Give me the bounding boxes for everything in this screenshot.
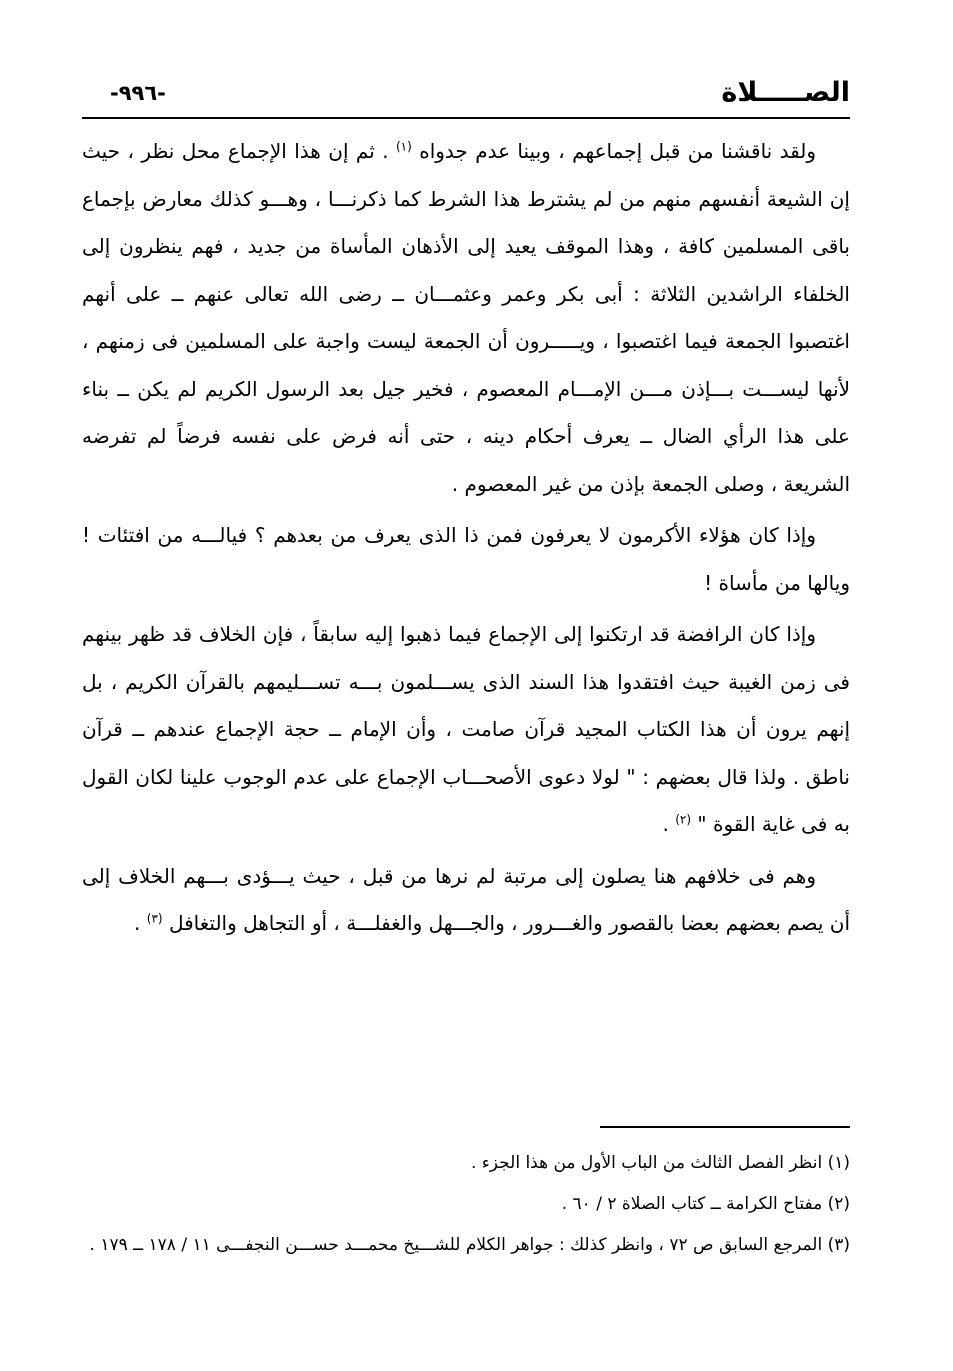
paragraph-2-text: وإذا كان هؤلاء الأكرمون لا يعرفون فمن ذا الذى يعرف من بعدهم ؟ فيالـــه من افتئات ! ويالها من مأساة ! [82, 523, 850, 595]
paragraph-1 [82, 128, 850, 508]
footnote-3: (٣) المرجع السابق ص ٧٢ ، وانظر كذلك : جواهر الكلام للشـــيخ محمـــد حســـن النجفـــى ١١ / ١٧٨ ــ ١٧٩ . [89, 1235, 850, 1255]
main-text [82, 128, 850, 948]
footnote-ref-3: (٣) [146, 911, 163, 926]
footnote-2: (٢) مفتاح الكرامة ــ كتاب الصلاة ٢ / ٦٠ . [561, 1194, 850, 1214]
paragraph-3-end: . [662, 812, 669, 836]
page-number: -٩٩٦- [110, 81, 166, 105]
paragraph-2 [82, 512, 850, 607]
paragraph-1-start: ولقد ناقشنا من قبل إجماعهم ، وبينا عدم جدواه [419, 139, 817, 163]
paragraph-4 [82, 853, 850, 948]
chapter-title: الصـــــلاة [721, 77, 850, 108]
footnote-ref-1: (١) [395, 139, 412, 154]
paragraph-3 [82, 611, 850, 849]
header-divider [82, 117, 850, 119]
footnotes [82, 1143, 850, 1266]
paragraph-3-text: وإذا كان الرافضة قد ارتكنوا إلى الإجماع فيما ذهبوا إليه سابقاً ، فإن الخلاف قد ظهر بينهم فى زمن الغيبة حيث افتقدوا هذا السند الذى يســـلمون بـــه تســـليمهم بالقرآن الكريم ، بل إنهم يرون أن هذا الكتاب المجيد قرآن صامت ، وأن الإمام ــ حجة الإجماع عندهم ــ قرآن ناطق . ولذا قال بعضهم : " لولا دعوى الأصحـــاب الإجماع على عدم الوجوب علينا لكان القول به فى غاية القوة " [82, 622, 850, 836]
footnote-divider [600, 1126, 850, 1128]
paragraph-4-text: وهم فى خلافهم هنا يصلون إلى مرتبة لم نرها من قبل ، حيث يـــؤدى بـــهم الخلاف إلى أن يصم بعضهم بعضا بالقصور والغـــرور ، والجـــهل والغفلـــة ، أو التجاهل والتغافل [82, 863, 850, 935]
paragraph-1-text: . ثم إن هذا الإجماع محل نظر ، حيث إن الشيعة أنفسهم منهم من لم يشترط هذا الشرط كما ذكرنـــا ، وهـــو كذلك معارض بإجماع باقى المسلمين كافة ، وهذا الموقف يعيد إلى الأذهان المأساة من جديد ، فهم ينظرون إلى الخلفاء الراشدين الثلاثة : أبى بكر وعمر وعثمـــان ــ رضى الله تعالى عنهم ــ على أنهم اغتصبوا الجمعة فيما اغتصبوا ، ويـــــرون أن الجمعة ليست واجبة على المسلمين فى زمنهم ، لأنها ليســـت بـــإذن مـــن الإمـــام المعصوم ، فخير جيل بعد الرسول الكريم لم يكن ــ بناء على هذا الرأي الضال ــ يعرف أحكام دينه ، حتى أنه فرض على نفسه فرضاً لم تفرضه الشريعة ، وصلى الجمعة بإذن من غير المعصوم . [82, 139, 850, 496]
footnote-ref-2: (٢) [675, 812, 692, 827]
paragraph-4-end: . [134, 911, 141, 935]
page-header [82, 70, 850, 114]
footnote-1: (١) انظر الفصل الثالث من الباب الأول من هذا الجزء . [471, 1153, 850, 1173]
